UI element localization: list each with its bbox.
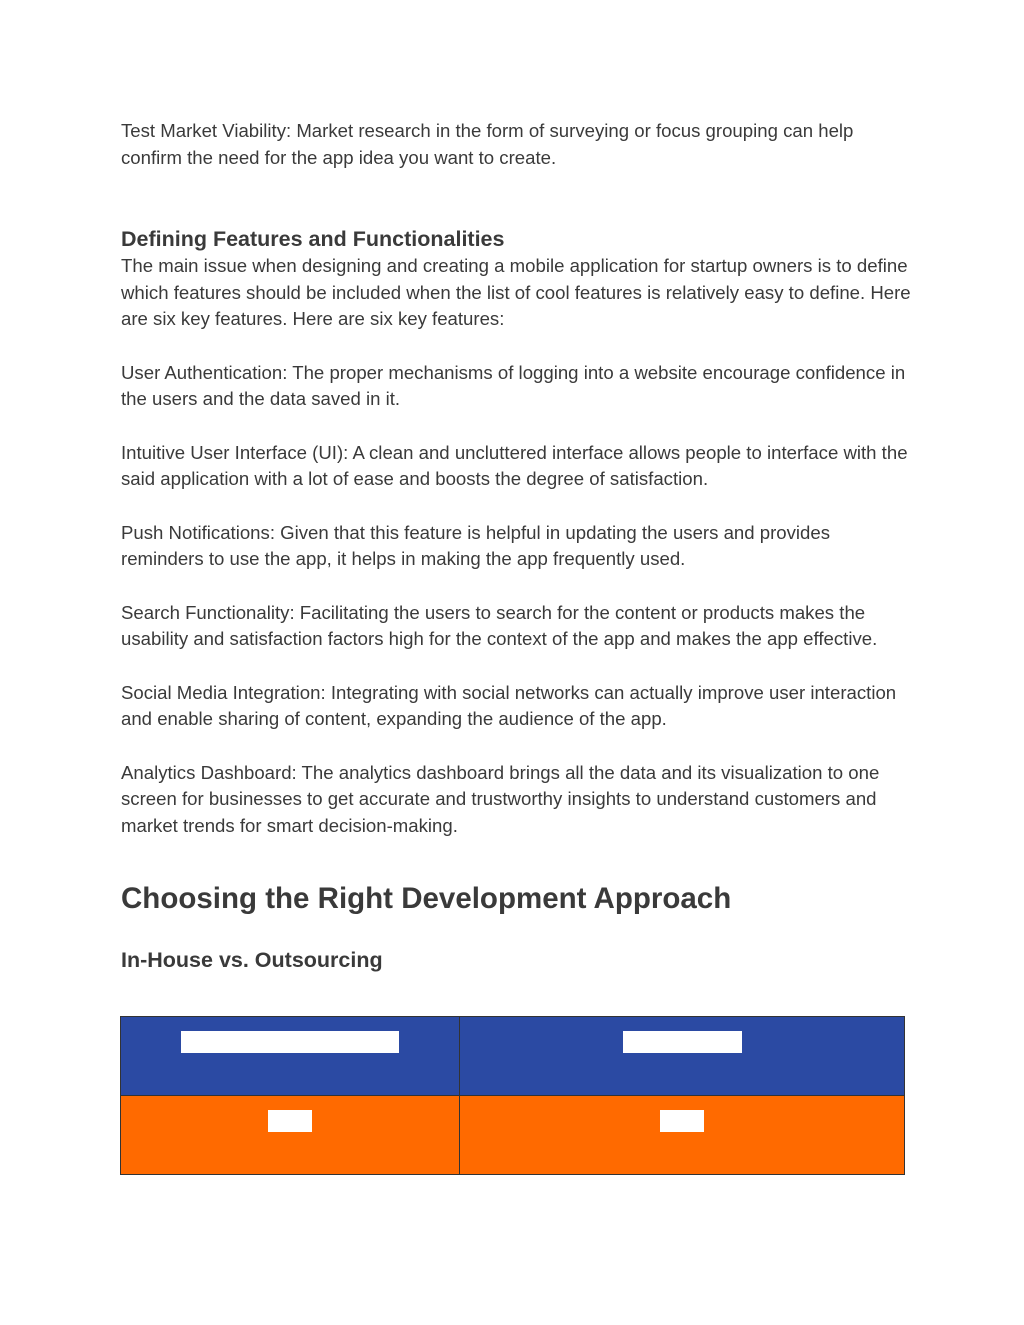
feature-search-functionality: Search Functionality: Facilitating the users to search for the content or products makes the usability and satisfaction factors high for the context of the app and makes the app effective. bbox=[121, 601, 878, 649]
redacted-label bbox=[660, 1110, 704, 1132]
table-row bbox=[121, 1096, 905, 1175]
feature-push-notifications: Push Notifications: Given that this feature is helpful in updating the users and provides reminders to use the app, it helps in making the app frequently used. bbox=[121, 521, 831, 569]
redacted-label bbox=[181, 1031, 399, 1053]
redacted-label bbox=[623, 1031, 742, 1053]
table-cell bbox=[460, 1096, 905, 1175]
table-cell bbox=[121, 1096, 460, 1175]
features-intro-paragraph: The main issue when designing and creating a mobile application for startup owners is to define which features should be included when the list of cool features is relatively easy to define. Here are six key features. Here are six key features: bbox=[121, 255, 911, 329]
redacted-label bbox=[268, 1110, 312, 1132]
feature-social-media-integration: Social Media Integration: Integrating with social networks can actually improve user interaction and enable sharing of content, expanding the audience of the app. bbox=[121, 681, 897, 729]
development-approach-heading: Choosing the Right Development Approach bbox=[121, 882, 732, 915]
test-market-paragraph: Test Market Viability: Market research in the form of surveying or focus grouping can help confirm the need for the app idea you want to create. bbox=[121, 120, 854, 168]
table-header-cell bbox=[121, 1017, 460, 1096]
comparison-table bbox=[120, 1016, 905, 1175]
feature-intuitive-ui: Intuitive User Interface (UI): A clean and uncluttered interface allows people to interface with the said application with a lot of ease and boosts the degree of satisfaction. bbox=[121, 441, 908, 489]
features-heading: Defining Features and Functionalities bbox=[121, 227, 505, 251]
document-page bbox=[121, 118, 911, 974]
inhouse-vs-outsourcing-heading: In-House vs. Outsourcing bbox=[121, 948, 383, 972]
table-header-cell bbox=[460, 1017, 905, 1096]
table-header-row bbox=[121, 1017, 905, 1096]
feature-analytics-dashboard: Analytics Dashboard: The analytics dashboard brings all the data and its visualization to one screen for businesses to get accurate and trustworthy insights to understand customers and market trends for smart decision-making. bbox=[121, 761, 880, 836]
feature-user-authentication: User Authentication: The proper mechanisms of logging into a website encourage confidence in the users and the data saved in it. bbox=[121, 361, 906, 409]
